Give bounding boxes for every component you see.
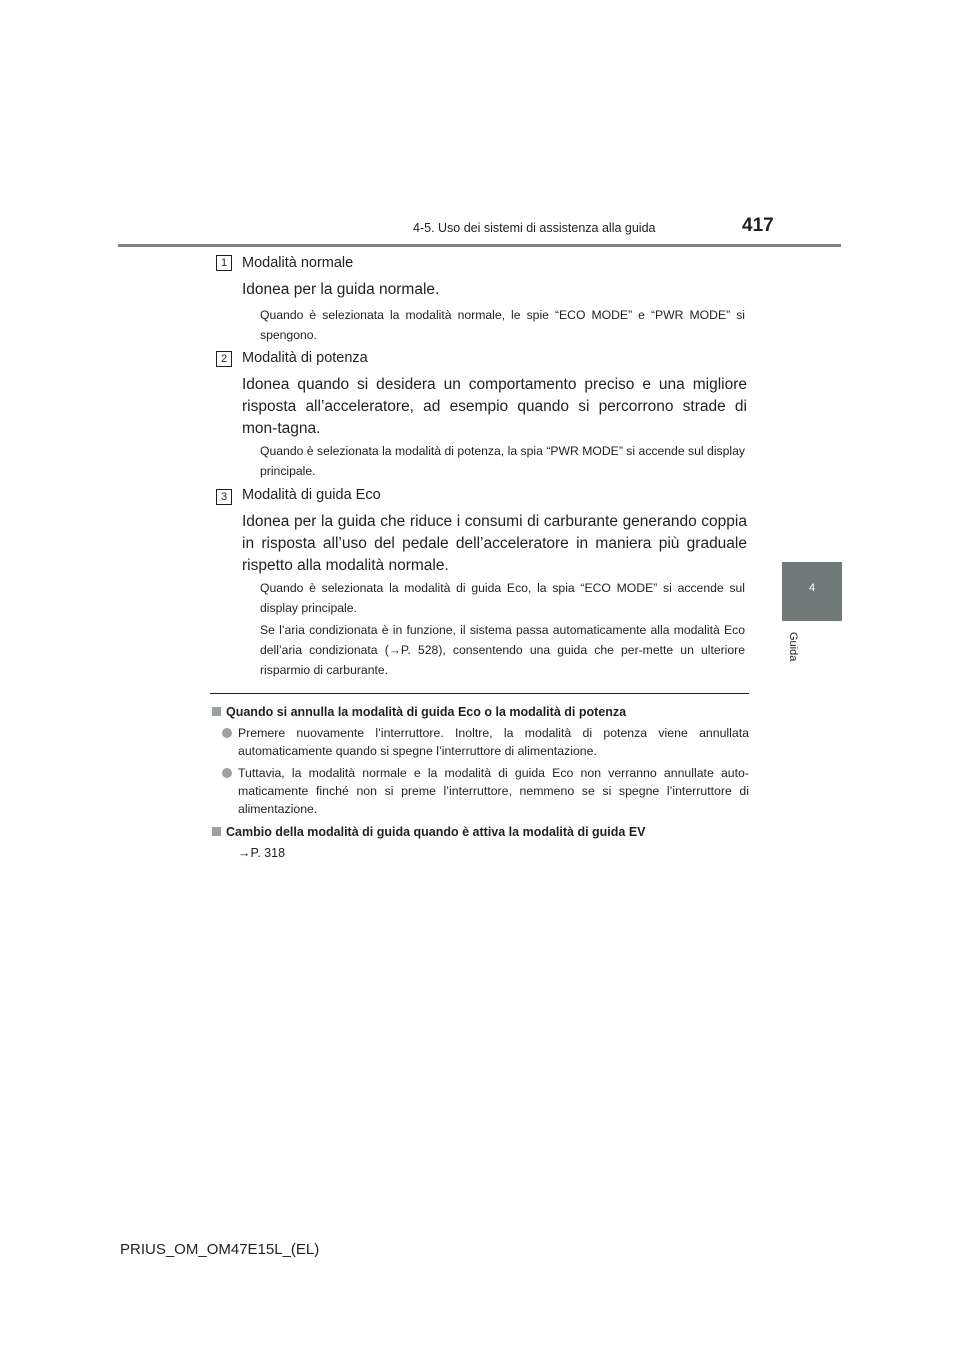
section-divider xyxy=(210,693,749,694)
chapter-tab-number: 4 xyxy=(808,582,816,594)
chapter-tab xyxy=(782,562,842,621)
bullet-item xyxy=(222,764,749,820)
item-body-1: Idonea per la guida normale. xyxy=(242,281,440,298)
chapter-label-text: Guida xyxy=(787,632,799,662)
bullet-text: Tuttavia, la modalità normale e la modalità di guida Eco non verranno annullate auto-maticamente finché non si preme l’interruttore, nemmeno se si spegne l’interruttore di alimentazione. xyxy=(238,766,749,816)
item-number-1: 1 xyxy=(216,255,232,271)
square-bullet-icon xyxy=(212,707,221,716)
item-number-3: 3 xyxy=(216,489,232,505)
page-number: 417 xyxy=(742,215,774,236)
chapter-label xyxy=(783,632,803,672)
bullet-item xyxy=(222,724,749,762)
section-heading-2-text: Cambio della modalità di guida quando è attiva la modalità di guida EV xyxy=(226,825,646,839)
section-heading-2 xyxy=(212,825,646,839)
header-rule xyxy=(118,244,841,247)
page-reference: →P. 318 xyxy=(238,846,286,860)
section-title: 4-5. Uso dei sistemi di assistenza alla guida xyxy=(413,221,656,235)
bullet-dot-icon xyxy=(222,768,232,778)
item-note-3b: Se l’aria condizionata è in funzione, il sistema passa automaticamente alla modalità Eco dell’aria condizionata (→P. 528), consentendo una guida che per-mette un ulteriore risparmio di carburante. xyxy=(260,623,745,677)
item-note-1: Quando è selezionata la modalità normale, le spie “ECO MODE” e “PWR MODE” si spengono. xyxy=(260,308,745,342)
section-heading-1-text: Quando si annulla la modalità di guida Eco o la modalità di potenza xyxy=(226,705,627,719)
item-note-3a: Quando è selezionata la modalità di guida Eco, la spia “ECO MODE” si accende sul display principale. xyxy=(260,581,745,615)
square-bullet-icon xyxy=(212,827,221,836)
bullet-text: Premere nuovamente l’interruttore. Inoltre, la modalità di potenza viene annullata automaticamente quando si spegne l’interruttore di alimentazione. xyxy=(238,726,749,758)
item-number-2: 2 xyxy=(216,351,232,367)
item-body-2: Idonea quando si desidera un comportamento preciso e una migliore risposta all’acceleratore, ad esempio quando si percorrono strade di mon-tagna. xyxy=(242,376,747,437)
bullet-dot-icon xyxy=(222,728,232,738)
footer-code: PRIUS_OM_OM47E15L_(EL) xyxy=(120,1241,320,1258)
item-title-3: Modalità di guida Eco xyxy=(242,487,381,503)
item-title-2: Modalità di potenza xyxy=(242,350,368,366)
section-heading-1 xyxy=(212,705,626,719)
item-body-3: Idonea per la guida che riduce i consumi di carburante generando coppia in risposta all’uso del pedale dell’acceleratore in maniera più graduale rispetto alla modalità normale. xyxy=(242,513,747,574)
item-note-2: Quando è selezionata la modalità di potenza, la spia “PWR MODE” si accende sul display principale. xyxy=(260,444,745,478)
item-title-1: Modalità normale xyxy=(242,255,354,271)
